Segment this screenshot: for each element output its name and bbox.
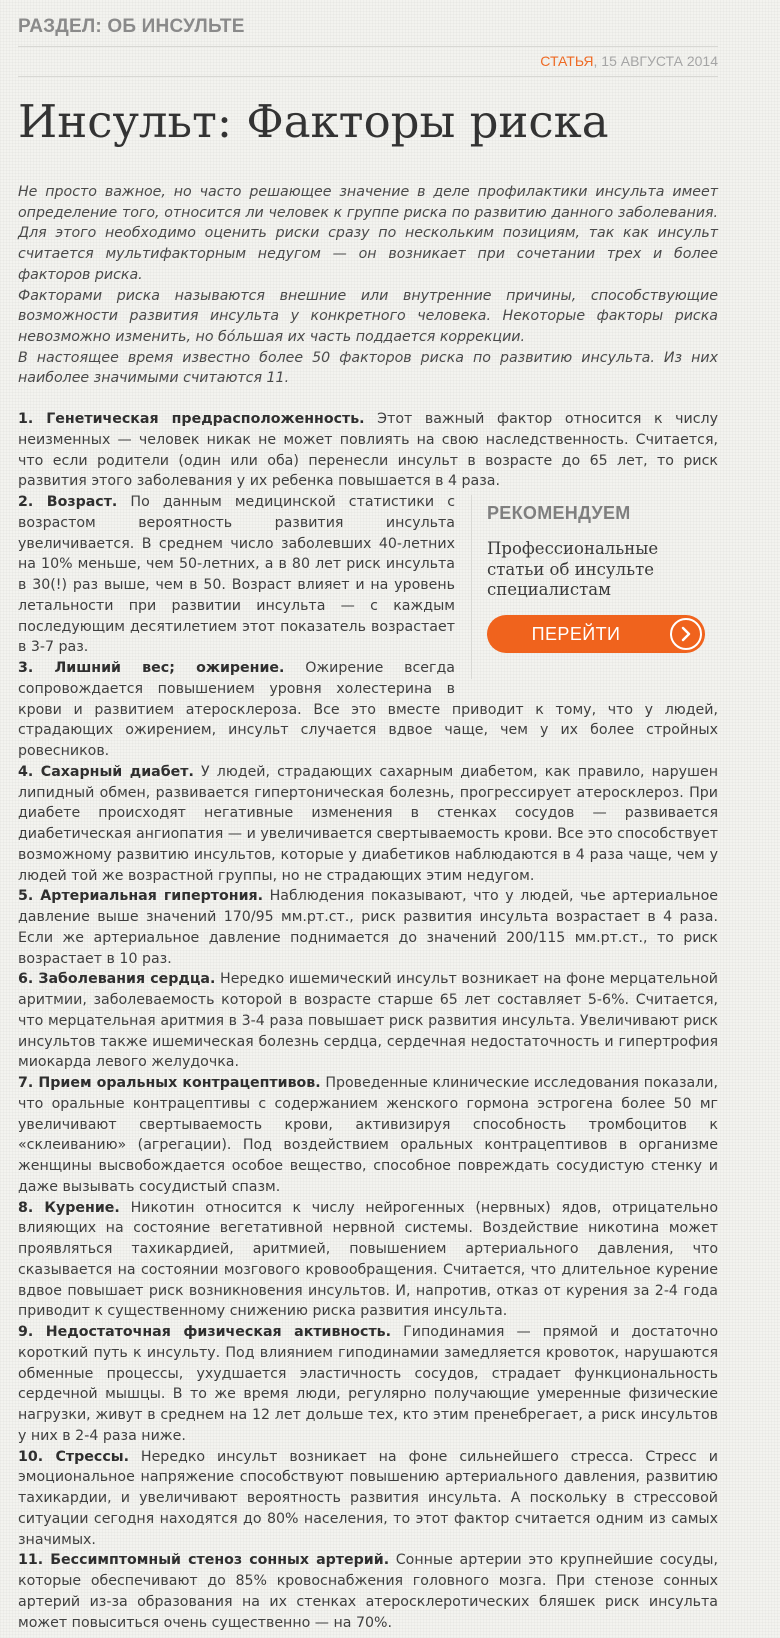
meta-separator: , [593,53,598,69]
risk-factor-title: 6. Заболевания сердца. [18,971,216,988]
risk-factor-title: 5. Артериальная гипертония. [18,888,264,905]
risk-factor-title: 9. Недостаточная физическая активность. [18,1324,392,1340]
risk-factor [18,1322,718,1447]
article-meta [540,53,718,69]
go-button-label: ПЕРЕЙТИ [531,624,621,644]
risk-factor-title: 2. Возраст. [18,494,118,510]
risk-factor-text: Нередко инсульт возникает на фоне сильнейшего стресса. Стресс и эмоциональное напряжение способствуют повышению артериального давления, развитию тахикардии, и увеличивают вероятность развития инсульта. А поскольку в стрессовой ситуации сегодня находятся до 80% населения, то этот фактор считается одним из самых значимых. [18,1448,719,1548]
risk-factor [18,1073,718,1198]
intro-paragraph: В настоящее время известно более 50 факторов риска по развитию инсульта. Из них наиболее значимыми считаются 11. [18,349,718,387]
risk-factors-list [18,409,718,1633]
divider [18,76,718,77]
risk-factor-text: Проведенные клинические исследования показали, что оральные контрацептивы с содержанием женского гормона эстрогена более 50 мг увеличивают свертываемость крови, активизируя способность тромбоцитов к «склеиванию» (агрегации). Под воздействием оральных контрацептивов в организме женщины высвобождается особое вещество, способное повреждать сосудистую стенку и даже вызывать сосудистый спазм. [18,1075,718,1195]
risk-factor-text: Ожирение всегда сопровождается повышением уровня холестерина в крови и развитием атеросклероза. Все это вместе приводит к тому, что у людей, страдающих ожирением, инсульт случается вдвое чаще, чем у их более стройных ровесников. [18,660,718,759]
risk-factor-title: 7. Прием оральных контрацептивов. [18,1075,321,1091]
go-button[interactable] [487,615,705,653]
article-date: 15 АВГУСТА 2014 [601,53,718,69]
risk-factor-text: По данным медицинской статистики с возрастом вероятность развития инсульта увеличивается. В среднем число заболевших 40-летних на 10% меньше, чем 50-летних, а в 80 лет риск инсульта в 30(!) раз выше, чем в 50. Возраст влияет и на уровень летальности при развитии инсульта — с каждым последующим десятилетием этот показатель возрастает в 3-7 раз. [18,494,455,656]
risk-factor [18,762,718,887]
risk-factor [18,969,718,1073]
risk-factor-text: Гиподинамия — прямой и достаточно короткий путь к инсульту. Под влиянием гиподинамии замедляется кровоток, нарушаются обменные процессы, ухудшается эластичность сосудов, страдает функциональность сердечной мышцы. В то же время люди, регулярно получающие умеренные физические нагрузки, живут в среднем на 12 лет дольше тех, кто этим пренебрегает, а риск инсультов у них в 2-4 раза ниже. [18,1324,718,1444]
risk-factor-title: 11. Бессимптомный стеноз сонных артерий. [18,1552,390,1569]
intro-paragraph: Не просто важное, но часто решающее значение в деле профилактики инсульта имеет определение того, относится ли человек к группе риска по развитию данного заболевания. Для этого необходимо оценить риски сразу по нескольким позициям, так как инсульт считается мультифакторным недугом — он возникает при сочетании трех и более факторов риска. [18,184,718,283]
recommend-title: РЕКОМЕНДУЕМ [487,503,631,523]
risk-factor-title: 3. Лишний вес; ожирение. [18,660,285,676]
recommend-text: Профессиональные статьи об инсульте специалистам [487,539,659,599]
category-link[interactable]: СТАТЬЯ [540,53,594,69]
risk-factor [18,1550,718,1633]
risk-factor [18,886,718,969]
article-intro [18,182,718,389]
chevron-right-icon [670,618,702,650]
risk-factor-text: Никотин относится к числу нейрогенных (нервных) ядов, отрицательно влияющих на состояние вегетативной нервной системы. Воздействие никотина может проявляться тахикардией, аритмией, повышением артериального давления, что сказывается на состоянии мозгового кровообращения. Считается, что длительное курение вдвое повышает риск возникновения инсультов. И, напротив, отказ от курения за 2-4 года приводит к существенному снижению риска развития инсульта. [18,1199,718,1320]
risk-factor-title: 10. Стрессы. [18,1448,129,1465]
page-title: Инсульт: Факторы риска [18,95,609,148]
section-label[interactable]: РАЗДЕЛ: ОБ ИНСУЛЬТЕ [18,16,245,37]
risk-factor-text: Этот важный фактор относится к числу неизменных — человек никак не может повлиять на свою наследственность. Считается, что если родители (один или оба) перенесли инсульт в возрасте до 65 лет, то риск развития этого заболевания у их ребенка повышается в 4 раза. [18,411,718,490]
risk-factor-title: 8. Курение. [18,1199,120,1216]
risk-factor-text: Сонные артерии это крупнейшие сосуды, которые обеспечивают до 85% кровоснабжения головного мозга. При стенозе сонных артерий из-за образования на их стенках атеросклеротических бляшек риск инсульта может повыситься очень существенно — на 70%. [18,1552,719,1631]
risk-factor-text: Наблюдения показывают, что у людей, чье артериальное давление выше значений 170/95 мм.рт.ст., риск развития инсульта возрастает в 4 раза. Если же артериальное давление поднимается до значений 200/115 мм.рт.ст., то риск возрастает в 10 раз. [18,888,718,967]
risk-factor [18,409,718,492]
intro-paragraph: Факторами риска называются внешние или внутренние причины, способствующие возможности развития инсульта у конкретного человека. Некоторые факторы риска невозможно изменить, но бóльшая их часть поддается коррекции. [18,287,718,345]
risk-factor-text: У людей, страдающих сахарным диабетом, как правило, нарушен липидный обмен, развивается гипертоническая болезнь, прогрессирует атеросклероз. При диабете происходят негативные изменения в стенках сосудов — развивается диабетическая ангиопатия — и увеличивается свертываемость крови. Все это способствует возможному развитию инсультов, которые у диабетиков наблюдаются в 4 раза чаще, чем у людей той же возрастной группы, но не страдающих этим недугом. [18,763,718,884]
risk-factor-text: Нередко ишемический инсульт возникает на фоне мерцательной аритмии, заболеваемость которой в возрасте старше 65 лет составляет 5-6%. Считается, что мерцательная аритмия в 3-4 раза повышает риск развития инсульта. Увеличивают риск инсультов также ишемическая болезнь сердца, сердечная недостаточность и гипертрофия миокарда левого желудочка. [18,971,718,1071]
recommend-box [471,495,718,679]
risk-factor [18,1198,718,1323]
risk-factor-title: 4. Сахарный диабет. [18,763,194,780]
risk-factor [18,1447,718,1551]
risk-factor-title: 1. Генетическая предрасположенность. [18,411,365,427]
divider [18,46,718,47]
